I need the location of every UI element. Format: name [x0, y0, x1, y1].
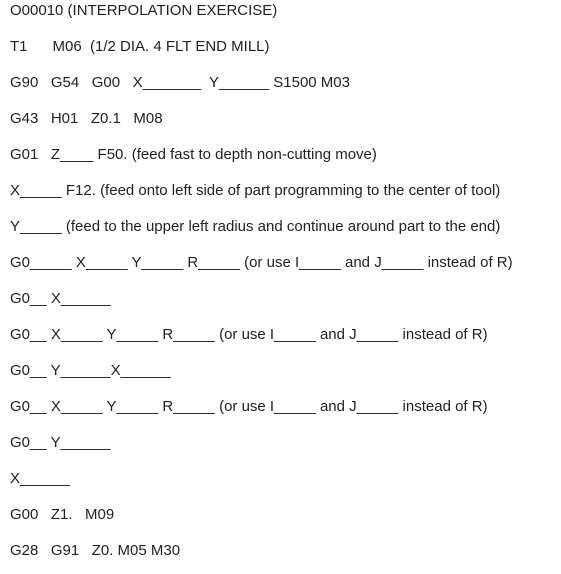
arc-move-line-3: G0__ X_____ Y_____ R_____ (or use I_____ and J_____ instead of R) [10, 398, 488, 415]
linear-move-line-4: X______ [10, 470, 71, 487]
tool-length-line: G43 H01 Z0.1 M08 [10, 110, 163, 127]
arc-move-line-1: G0_____ X_____ Y_____ R_____ (or use I_____ and J_____ instead of R) [10, 254, 513, 271]
program-end-line: G28 G91 Z0. M05 M30 [10, 542, 181, 559]
program-title-line: O00010 (INTERPOLATION EXERCISE) [10, 2, 278, 19]
setup-line: G90 G54 G00 X_______ Y______ S1500 M03 [10, 74, 350, 91]
arc-move-line-2: G0__ X_____ Y_____ R_____ (or use I_____ and J_____ instead of R) [10, 326, 488, 343]
linear-move-line-2: G0__ Y______X______ [10, 362, 171, 379]
linear-move-line-3: G0__ Y______ [10, 434, 111, 451]
linear-move-line-1: G0__ X______ [10, 290, 111, 307]
tool-change-line: T1 M06 (1/2 DIA. 4 FLT END MILL) [10, 38, 270, 55]
feed-left-side-line: X_____ F12. (feed onto left side of part programming to the center of tool) [10, 182, 501, 199]
feed-upper-left-line: Y_____ (feed to the upper left radius and continue around part to the end) [10, 218, 501, 235]
feed-depth-line: G01 Z____ F50. (feed fast to depth non-cutting move) [10, 146, 377, 163]
retract-line: G00 Z1. M09 [10, 506, 115, 523]
